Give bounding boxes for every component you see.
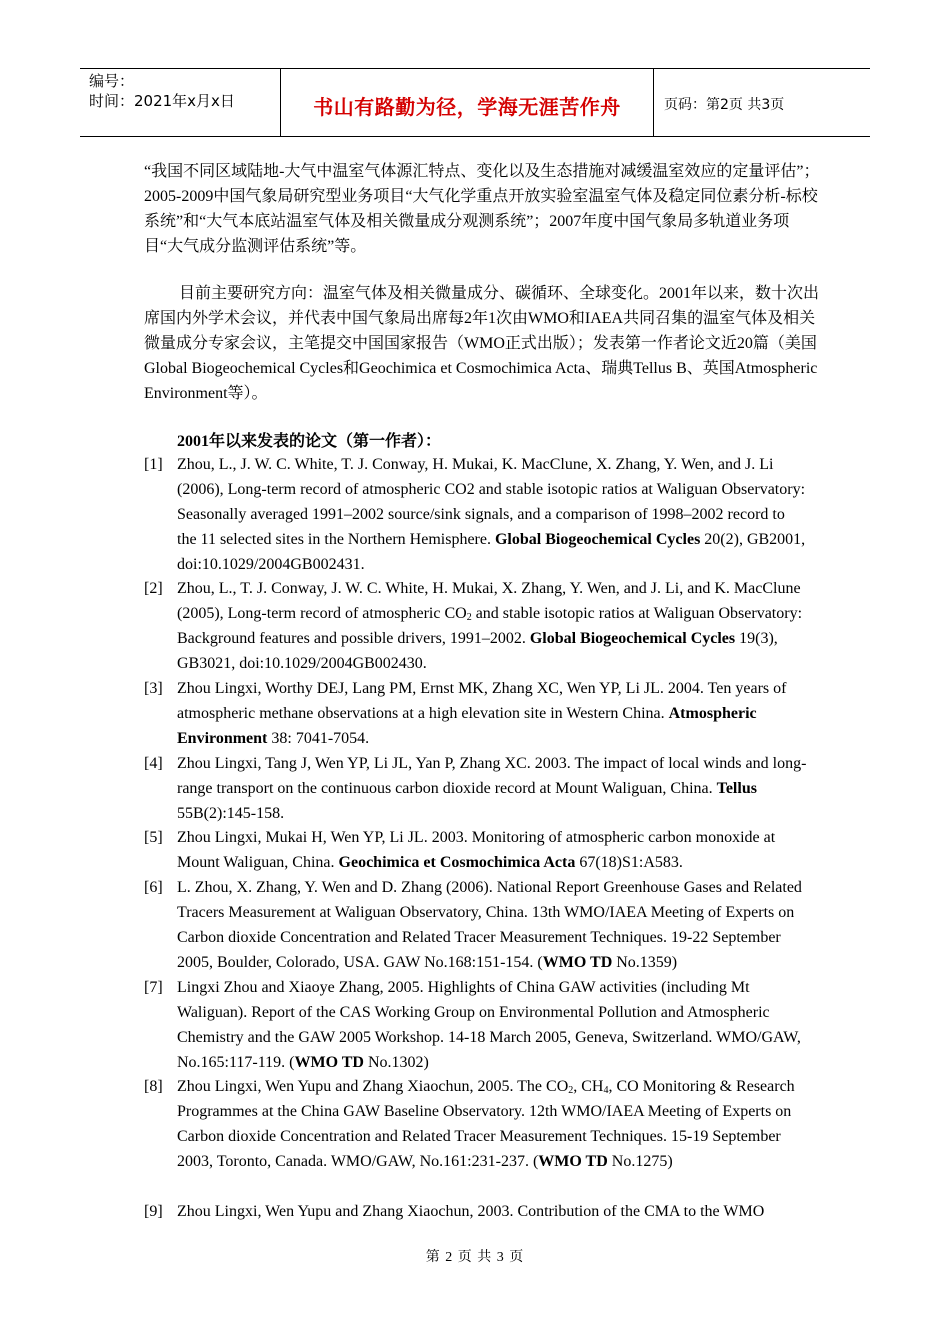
page-header <box>80 68 870 137</box>
publication-series: WMO TD <box>542 954 613 971</box>
reference-text: Zhou Lingxi, Tang J, Wen YP, Li JL, Yan P, Zhang XC. 2003. The impact of local winds and long-range transport on the continuous carbon dioxide record at Mount Waliguan, China. <box>177 755 807 797</box>
reference-citation: 38: 7041-7054. <box>267 730 370 747</box>
journal-name: Global Biogeochemical Cycles <box>529 630 736 647</box>
header-motto-cell <box>281 69 654 136</box>
header-info-cell <box>80 69 281 136</box>
subscript: 4 <box>603 1085 609 1096</box>
publication-series: WMO TD <box>538 1153 608 1170</box>
reference-text: and stable isotopic ratios at Waliguan Observatory: Background features and possible drivers, 1991–2002. <box>177 605 803 647</box>
reference-item <box>144 576 824 676</box>
reference-text: Zhou Lingxi, Wen Yupu and Zhang Xiaochun, 2003. Contribution of the CMA to the WMO <box>177 1203 765 1220</box>
paragraph-projects: “我国不同区域陆地-大气中温室气体源汇特点、变化以及生态措施对减缓温室效应的定量评估”；2005-2009中国气象局研究型业务项目“大气化学重点开放实验室温室气体及稳定同位素分析-标校系统”和“大气本底站温室气体及相关微量成分观测系统”；2007年度中国气象局多轨道业务项目“大气成分监测评估系统”等。 <box>144 163 820 255</box>
reference-item <box>144 1199 824 1224</box>
reference-number: [6] <box>144 879 163 896</box>
subscript: 2 <box>466 612 472 623</box>
reference-number: [3] <box>144 680 163 697</box>
reference-text: Zhou, L., T. J. Conway, J. W. C. White, H. Mukai, X. Zhang, Y. Wen, and J. Li, and K. MacClune (2005), Long-term record of atmospheric CO <box>177 580 801 622</box>
document-date: 时间：2021年x月x日 <box>89 92 235 110</box>
header-page-cell <box>654 69 870 136</box>
reference-item <box>144 875 824 975</box>
reference-number: [2] <box>144 580 163 597</box>
reference-text: Zhou, L., J. W. C. White, T. J. Conway, H. Mukai, K. MacClune, X. Zhang, Y. Wen, and J. Li (2006), Long-term record of atmospheric CO2 and stable isotopic ratios at Waliguan Observatory: Seasonally averaged 1991–2002 source/sink signals, and a comparison of 1998–2002 record to the 11 selected sites in the Northern Hemisphere. <box>177 456 806 548</box>
reference-citation: No.1302) <box>363 1054 429 1071</box>
reference-citation: 19(3), GB3021, doi:10.1029/2004GB002430. <box>177 630 778 672</box>
journal-name: Geochimica et Cosmochimica Acta <box>338 854 576 871</box>
reference-citation: 20(2), GB2001, doi:10.1029/2004GB002431. <box>177 531 806 573</box>
reference-citation: No.1275) <box>607 1153 673 1170</box>
reference-citation: 55B(2):145-158. <box>177 805 285 822</box>
document-code-label: 编号： <box>89 72 135 90</box>
journal-name: Global Biogeochemical Cycles <box>494 531 701 548</box>
reference-item <box>144 1074 824 1174</box>
reference-text: Zhou Lingxi, Worthy DEJ, Lang PM, Ernst MK, Zhang XC, Wen YP, Li JL. 2004. Ten years of atmospheric methane observations at a high elevation site in Western China. <box>177 680 787 722</box>
header-motto: 书山有路勤为径，学海无涯苦作舟 <box>313 95 621 119</box>
reference-number: [5] <box>144 829 163 846</box>
reference-number: [4] <box>144 755 163 772</box>
journal-name: Atmospheric Environment <box>177 705 757 747</box>
reference-citation: No.1359) <box>612 954 678 971</box>
reference-number: [9] <box>144 1203 163 1220</box>
reference-number: [7] <box>144 979 163 996</box>
reference-item <box>144 825 824 875</box>
page-footer: 第 2 页 共 3 页 <box>425 1250 525 1265</box>
papers-heading: 2001年以来发表的论文（第一作者）： <box>177 433 442 450</box>
reference-text: L. Zhou, X. Zhang, Y. Wen and D. Zhang (2006). National Report Greenhouse Gases and Related Tracers Measurement at Waliguan Observatory, China. 13th WMO/IAEA Meeting of Experts on Carbon dioxide Concentration and Related Tracer Measurement Techniques. 19-22 September 2005, Boulder, Colorado, USA. GAW No.168:151-154. ( <box>177 879 802 971</box>
reference-item <box>144 452 824 577</box>
reference-number: [1] <box>144 456 163 473</box>
reference-citation: 67(18)S1:A583. <box>575 854 683 871</box>
reference-item <box>144 975 824 1075</box>
reference-item <box>144 751 824 826</box>
publication-series: WMO TD <box>294 1054 364 1071</box>
header-page-number: 页码：第2页 共3页 <box>664 97 785 113</box>
subscript: 2 <box>568 1085 574 1096</box>
reference-text: , CH <box>573 1078 604 1095</box>
reference-text: , CO Monitoring & Research Programmes at the China GAW Baseline Observatory. 12th WMO/IAEA Meeting of Experts on Carbon dioxide Concentration and Related Tracer Measurement Techniques. 15-19 September 2003, Toronto, Canada. WMO/GAW, No.161:231-237. ( <box>177 1078 795 1170</box>
journal-name: Tellus <box>716 780 757 797</box>
reference-number: [8] <box>144 1078 163 1095</box>
reference-text: Lingxi Zhou and Xiaoye Zhang, 2005. Highlights of China GAW activities (including Mt Waliguan). Report of the CAS Working Group on Environmental Pollution and Atmospheric Chemistry and the GAW 2005 Workshop. 14-18 March 2005, Geneva, Switzerland. WMO/GAW, No.165:117-119. ( <box>177 979 801 1071</box>
paragraph-research-direction: 目前主要研究方向：温室气体及相关微量成分、碳循环、全球变化。2001年以来，数十次出席国内外学术会议，并代表中国气象局出席每2年1次由WMO和IAEA共同召集的温室气体及相关微量成分专家会议，主笔提交中国国家报告（WMO正式出版）；发表第一作者论文近20篇（美国Global Biogeochemical Cycles和Geochimica et Cosmochimica Acta、瑞典Tellus B、英国Atmospheric Environment等）。 <box>144 285 820 402</box>
reference-text: Zhou Lingxi, Mukai H, Wen YP, Li JL. 2003. Monitoring of atmospheric carbon monoxide at Mount Waliguan, China. <box>177 829 776 871</box>
reference-item <box>144 676 824 751</box>
reference-text: Zhou Lingxi, Wen Yupu and Zhang Xiaochun, 2005. The CO <box>177 1078 569 1095</box>
